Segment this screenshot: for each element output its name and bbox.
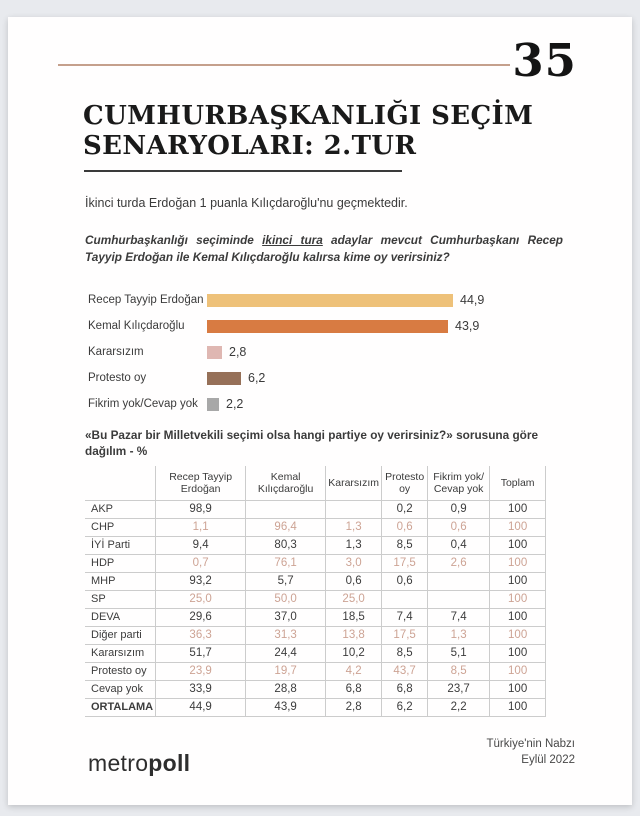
value-cell: 2,2 <box>428 698 490 716</box>
value-cell: 8,5 <box>428 662 490 680</box>
page-title-line1: CUMHURBAŞKANLIĞI SEÇİM <box>83 101 534 131</box>
value-cell: 8,5 <box>382 644 428 662</box>
report-page <box>8 17 632 805</box>
value-cell: 6,8 <box>382 680 428 698</box>
value-cell <box>326 500 382 518</box>
table-row <box>85 626 546 644</box>
value-cell: 25,0 <box>326 590 382 608</box>
lead-text: İkinci turda Erdoğan 1 puanla Kılıçdaroğlu'nu geçmektedir. <box>85 196 408 210</box>
value-cell: 43,9 <box>246 698 326 716</box>
chart-bar <box>207 398 219 411</box>
crosstab-table-wrap <box>85 466 546 717</box>
chart-bar <box>207 320 448 333</box>
value-cell: 28,8 <box>246 680 326 698</box>
value-cell: 7,4 <box>382 608 428 626</box>
value-cell: 76,1 <box>246 554 326 572</box>
chart-category-label: Recep Tayyip Erdoğan <box>88 294 204 306</box>
value-cell: 4,2 <box>326 662 382 680</box>
value-cell: 100 <box>490 662 546 680</box>
value-cell: 100 <box>490 554 546 572</box>
logo-light-part: metro <box>88 750 149 776</box>
value-cell: 8,5 <box>382 536 428 554</box>
table-header-cell: Kararsızım <box>326 466 382 500</box>
value-cell: 23,7 <box>428 680 490 698</box>
row-label-cell: MHP <box>85 572 156 590</box>
chart-bar-value: 2,8 <box>229 345 247 359</box>
value-cell: 98,9 <box>156 500 246 518</box>
value-cell: 100 <box>490 518 546 536</box>
footer-note-line2: Eylül 2022 <box>521 754 575 766</box>
chart-bar-value: 43,9 <box>455 319 480 333</box>
survey-question <box>85 232 563 266</box>
value-cell: 5,7 <box>246 572 326 590</box>
question-post: adaylar mevcut Cumhurbaşkanı Recep Tayyip Erdoğan ile Kemal Kılıçdaroğlu kalırsa kime oy verirsiniz? <box>85 233 563 264</box>
value-cell: 0,9 <box>428 500 490 518</box>
row-label-cell: Protesto oy <box>85 662 156 680</box>
chart-category-label: Fikrim yok/Cevap yok <box>88 398 198 410</box>
row-label-cell: Kararsızım <box>85 644 156 662</box>
value-cell: 0,6 <box>382 572 428 590</box>
value-cell: 100 <box>490 590 546 608</box>
table-row <box>85 680 546 698</box>
value-cell: 31,3 <box>246 626 326 644</box>
table-row <box>85 698 546 716</box>
logo-bold-part: poll <box>148 750 191 776</box>
value-cell: 1,3 <box>428 626 490 644</box>
chart-row <box>88 339 484 365</box>
table-corner-cell <box>85 466 156 500</box>
table-header-row <box>85 466 546 500</box>
value-cell: 96,4 <box>246 518 326 536</box>
table-header-cell: Fikrim yok/ Cevap yok <box>428 466 490 500</box>
footer-note <box>487 736 575 768</box>
value-cell: 100 <box>490 572 546 590</box>
value-cell: 1,3 <box>326 518 382 536</box>
value-cell: 93,2 <box>156 572 246 590</box>
value-cell: 50,0 <box>246 590 326 608</box>
chart-bar-value: 6,2 <box>248 371 266 385</box>
row-label-cell: ORTALAMA <box>85 698 156 716</box>
footer-note-line1: Türkiye'nin Nabzı <box>486 738 575 750</box>
value-cell: 0,6 <box>326 572 382 590</box>
value-cell: 0,2 <box>382 500 428 518</box>
chart-category-label: Kemal Kılıçdaroğlu <box>88 320 185 332</box>
chart-bar <box>207 294 453 307</box>
table-row <box>85 572 546 590</box>
chart-row <box>88 391 484 417</box>
results-bar-chart <box>88 287 484 417</box>
chart-category-label: Kararsızım <box>88 346 144 358</box>
value-cell <box>246 500 326 518</box>
row-label-cell: SP <box>85 590 156 608</box>
chart-category-label: Protesto oy <box>88 372 147 384</box>
row-label-cell: Cevap yok <box>85 680 156 698</box>
page-title-line2: SENARYOLARI: 2.TUR <box>83 131 417 161</box>
value-cell <box>428 590 490 608</box>
table-row <box>85 554 546 572</box>
chart-row <box>88 365 484 391</box>
value-cell: 13,8 <box>326 626 382 644</box>
value-cell: 6,2 <box>382 698 428 716</box>
value-cell: 17,5 <box>382 626 428 644</box>
table-row <box>85 500 546 518</box>
value-cell: 0,6 <box>428 518 490 536</box>
row-label-cell: AKP <box>85 500 156 518</box>
value-cell: 1,1 <box>156 518 246 536</box>
value-cell: 17,5 <box>382 554 428 572</box>
value-cell: 100 <box>490 500 546 518</box>
row-label-cell: CHP <box>85 518 156 536</box>
value-cell: 2,6 <box>428 554 490 572</box>
page-title <box>83 101 533 161</box>
table-header-cell: Protesto oy <box>382 466 428 500</box>
value-cell: 51,7 <box>156 644 246 662</box>
value-cell: 100 <box>490 698 546 716</box>
question-pre: Cumhurbaşkanlığı seçiminde <box>85 233 263 247</box>
value-cell: 3,0 <box>326 554 382 572</box>
value-cell: 9,4 <box>156 536 246 554</box>
chart-row <box>88 313 484 339</box>
value-cell: 100 <box>490 608 546 626</box>
value-cell: 18,5 <box>326 608 382 626</box>
value-cell: 5,1 <box>428 644 490 662</box>
value-cell <box>428 572 490 590</box>
page-number: 35 <box>512 34 577 87</box>
table-row <box>85 662 546 680</box>
value-cell: 24,4 <box>246 644 326 662</box>
table-header-cell: Recep Tayyip Erdoğan <box>156 466 246 500</box>
chart-bar <box>207 372 241 385</box>
chart-bar-value: 44,9 <box>460 293 485 307</box>
header-rule <box>58 64 510 66</box>
value-cell: 44,9 <box>156 698 246 716</box>
value-cell: 23,9 <box>156 662 246 680</box>
value-cell: 1,3 <box>326 536 382 554</box>
value-cell: 7,4 <box>428 608 490 626</box>
question-underlined: ikinci tura <box>262 233 323 247</box>
row-label-cell: DEVA <box>85 608 156 626</box>
value-cell: 80,3 <box>246 536 326 554</box>
value-cell: 100 <box>490 644 546 662</box>
value-cell: 29,6 <box>156 608 246 626</box>
value-cell: 33,9 <box>156 680 246 698</box>
table-header-cell: Toplam <box>490 466 546 500</box>
value-cell: 43,7 <box>382 662 428 680</box>
note-text: «Bu Pazar bir Milletvekili seçimi olsa hangi partiye oy verirsiniz?» sorusuna göre dağılım - % <box>85 428 539 458</box>
value-cell: 37,0 <box>246 608 326 626</box>
chart-bar <box>207 346 222 359</box>
value-cell: 0,4 <box>428 536 490 554</box>
title-underline <box>84 170 402 172</box>
value-cell: 2,8 <box>326 698 382 716</box>
value-cell: 19,7 <box>246 662 326 680</box>
table-row <box>85 644 546 662</box>
table-row <box>85 608 546 626</box>
metropoll-logo <box>88 750 190 777</box>
value-cell: 100 <box>490 536 546 554</box>
table-row <box>85 518 546 536</box>
value-cell: 0,6 <box>382 518 428 536</box>
chart-row <box>88 287 484 313</box>
value-cell: 100 <box>490 680 546 698</box>
crosstab-table <box>85 466 546 717</box>
value-cell: 10,2 <box>326 644 382 662</box>
value-cell: 6,8 <box>326 680 382 698</box>
row-label-cell: İYİ Parti <box>85 536 156 554</box>
table-row <box>85 590 546 608</box>
value-cell <box>382 590 428 608</box>
value-cell: 25,0 <box>156 590 246 608</box>
row-label-cell: Diğer parti <box>85 626 156 644</box>
row-label-cell: HDP <box>85 554 156 572</box>
table-row <box>85 536 546 554</box>
table-header-cell: Kemal Kılıçdaroğlu <box>246 466 326 500</box>
value-cell: 0,7 <box>156 554 246 572</box>
value-cell: 100 <box>490 626 546 644</box>
value-cell: 36,3 <box>156 626 246 644</box>
chart-bar-value: 2,2 <box>226 397 244 411</box>
